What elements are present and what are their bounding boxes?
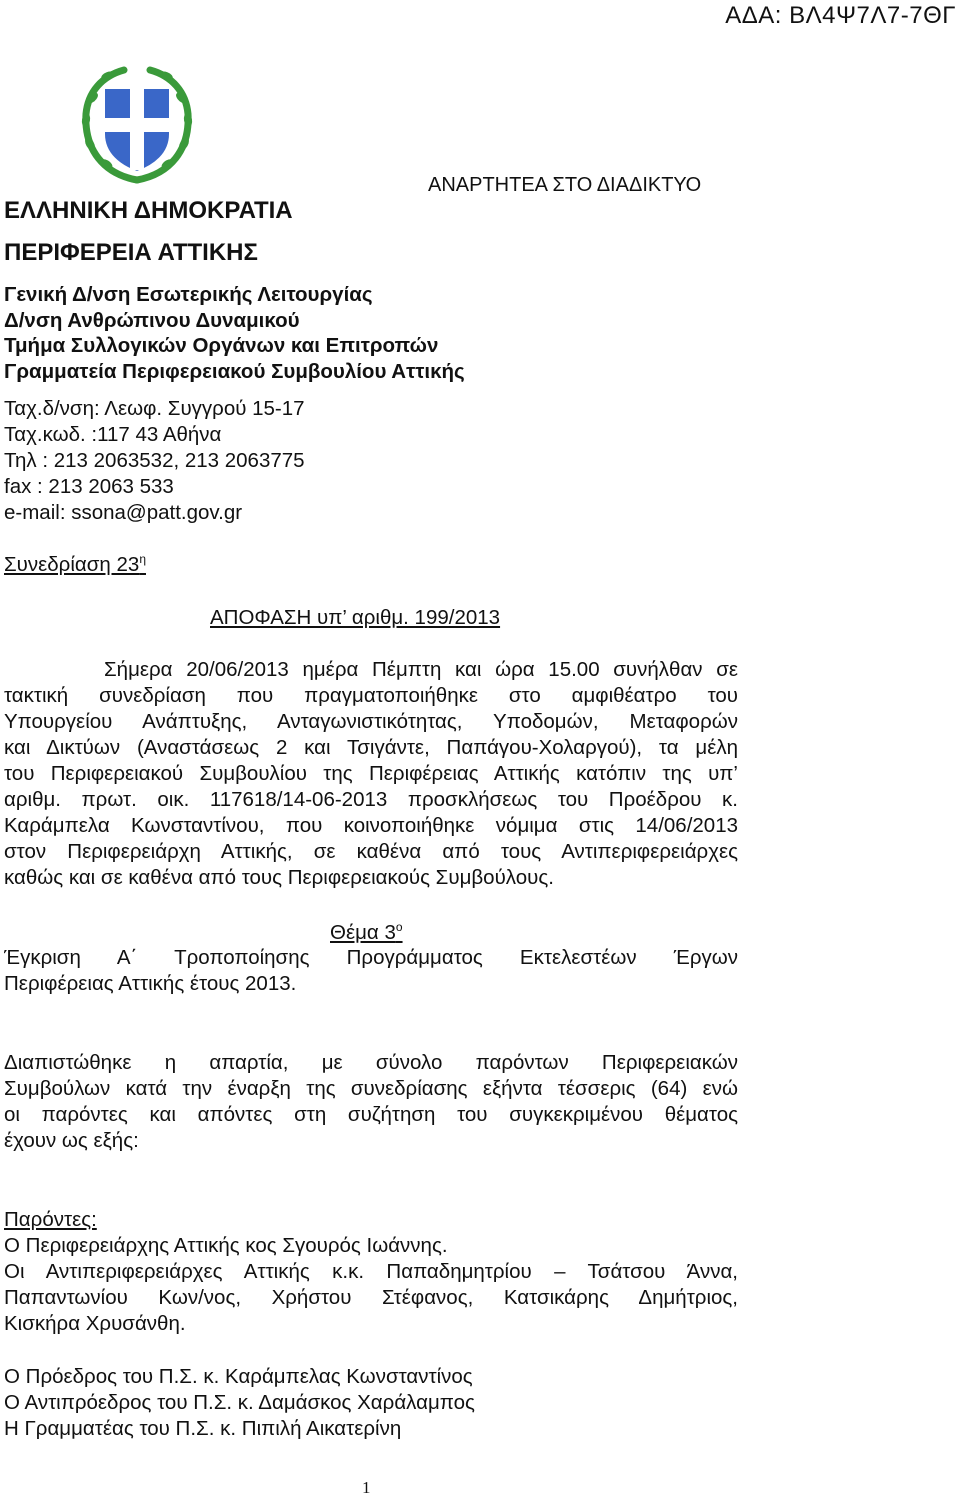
intro-line: και Δικτύων (Αναστάσεως 2 και Τσιγάντε, Παπάγου-Χολαργού), τα μέλη: [4, 736, 738, 759]
present-paragraph: [4, 1233, 738, 1337]
intro-line: του Περιφερειακού Συμβουλίου της Περιφέρειας Αττικής κατόπιν της υπ’: [4, 762, 738, 785]
email-line: e-mail: ssona@patt.gov.gr: [4, 501, 243, 524]
quorum-paragraph: [4, 1050, 738, 1154]
greek-coat-of-arms-icon: [74, 62, 200, 188]
subject-text: [4, 945, 738, 997]
intro-line: Καράμπελα Κωνσταντίνου, που κοινοποιήθηκε νόμιμα στις 14/06/2013: [4, 814, 738, 837]
address-line: Ταχ.κωδ. :117 43 Αθήνα: [4, 423, 222, 446]
department-line: Γραμματεία Περιφερειακού Συμβουλίου Αττικής: [4, 359, 465, 383]
quorum-line: οι παρόντες και απόντες στη συζήτηση του συγκεκριμένου θέματος: [4, 1103, 738, 1126]
present-line: Οι Αντιπεριφερειάρχες Αττικής κ.κ. Παπαδημητρίου – Τσάτσου Άννα,: [4, 1260, 738, 1283]
officers-block: [4, 1364, 475, 1442]
quorum-line: Συμβούλων κατά την έναρξη της συνεδρίασης εξήντα τέσσερις (64) ενώ: [4, 1077, 738, 1100]
officer-line: Ο Πρόεδρος του Π.Σ. κ. Καράμπελας Κωνσταντίνος: [4, 1365, 473, 1388]
present-line: Παπαντωνίου Κων/νος, Χρήστου Στέφανος, Κατσικάρης Δημήτριος,: [4, 1286, 738, 1309]
intro-line: Υπουργείου Ανάπτυξης, Ανταγωνιστικότητας, Υποδομών, Μεταφορών: [4, 710, 738, 733]
page-number: 1: [362, 1478, 371, 1497]
intro-paragraph: [4, 657, 738, 891]
department-block: [4, 282, 465, 384]
subject-heading: [330, 920, 403, 945]
quorum-line: έχουν ως εξής:: [4, 1129, 139, 1152]
subject-line: Έγκριση Α΄ Τροποποίησης Προγράμματος Εκτελεστέων Έργων: [4, 946, 738, 969]
intro-line: αριθμ. πρωτ. οικ. 117618/14-06-2013 προσκλήσεως του Προέδρου κ.: [4, 788, 738, 811]
post-notice: ΑΝΑΡΤΗΤΕΑ ΣΤΟ ΔΙΑΔΙΚΤΥΟ: [428, 174, 702, 196]
present-line: Κισκήρα Χρυσάνθη.: [4, 1312, 186, 1335]
address-line: Τηλ : 213 2063532, 213 2063775: [4, 449, 305, 472]
address-line: Ταχ.δ/νση: Λεωφ. Συγγρού 15-17: [4, 397, 305, 420]
republic-title: ΕΛΛΗΝΙΚΗ ΔΗΜΟΚΡΑΤΙΑ: [4, 197, 293, 224]
subject-superscript: ο: [395, 920, 403, 934]
officer-line: Ο Αντιπρόεδρος του Π.Σ. κ. Δαμάσκος Χαράλαμπος: [4, 1391, 475, 1414]
present-line: Ο Περιφερειάρχης Αττικής κος Σγουρός Ιωάννης.: [4, 1234, 448, 1257]
region-title: ΠΕΡΙΦΕΡΕΙΑ ΑΤΤΙΚΗΣ: [4, 239, 258, 266]
address-block: [4, 396, 305, 526]
department-line: Γενική Δ/νση Εσωτερικής Λειτουργίας: [4, 283, 373, 306]
present-label: Παρόντες:: [4, 1208, 97, 1231]
address-line: fax : 213 2063 533: [4, 475, 174, 498]
session-superscript: η: [139, 552, 146, 566]
intro-line: καθώς και σε καθένα από τους Περιφερειακούς Συμβούλους.: [4, 866, 554, 889]
session-label: Συνεδρίαση 23: [4, 552, 140, 576]
subject-line: Περιφέρειας Αττικής έτους 2013.: [4, 972, 297, 995]
department-line: Δ/νση Ανθρώπινου Δυναμικού: [4, 308, 300, 332]
quorum-line: Διαπιστώθηκε η απαρτία, με σύνολο παρόντων Περιφερειακών: [4, 1051, 738, 1074]
officer-line: Η Γραμματέας του Π.Σ. κ. Πιπιλή Αικατερίνη: [4, 1417, 402, 1440]
intro-line: στον Περιφερειάρχη Αττικής, σε καθένα από τους Αντιπεριφερειάρχες: [4, 840, 738, 863]
decision-number: ΑΠΟΦΑΣΗ υπ’ αριθμ. 199/2013: [210, 606, 501, 629]
subject-label: Θέμα 3: [330, 920, 396, 944]
intro-line: τακτική συνεδρίαση που πραγματοποιήθηκε στο αμφιθέατρο του: [4, 684, 738, 707]
ada-code: ΑΔΑ: ΒΛ4Ψ7Λ7-7ΘΓ: [725, 2, 956, 29]
department-line: Τμήμα Συλλογικών Οργάνων και Επιτροπών: [4, 334, 439, 357]
session-number: [4, 552, 146, 577]
intro-line: Σήμερα 20/06/2013 ημέρα Πέμπτη και ώρα 15.00 συνήλθαν σε: [104, 658, 738, 681]
